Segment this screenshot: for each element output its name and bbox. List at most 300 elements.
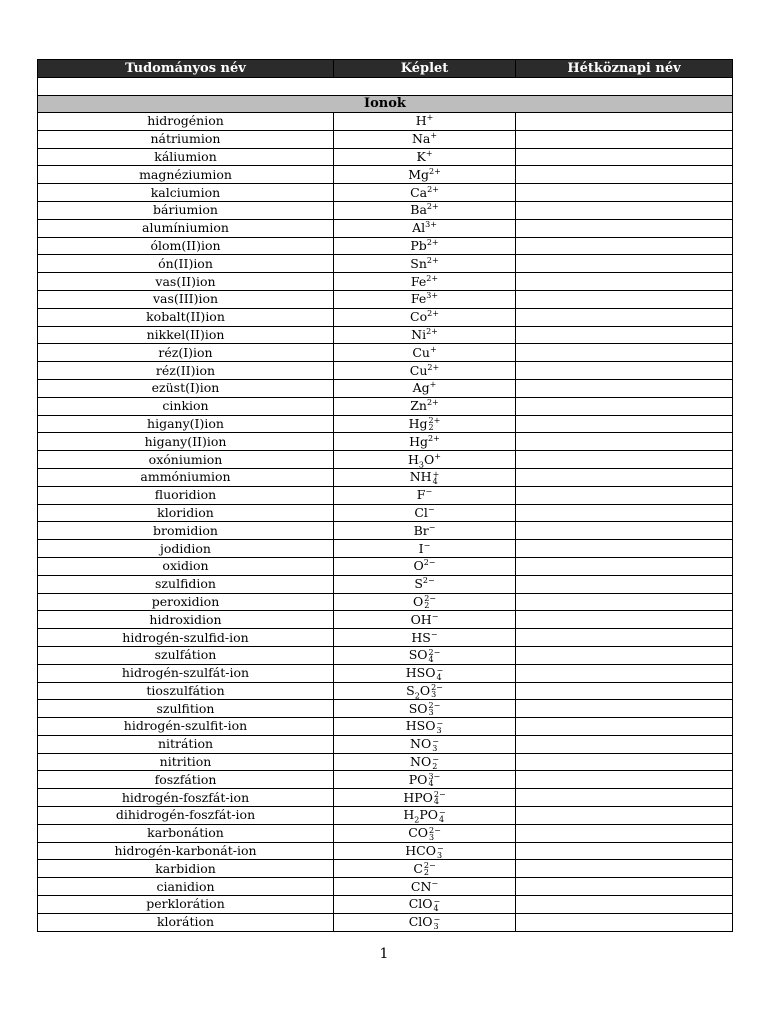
formula-symbol: HCO [405,843,436,859]
common-name-cell [516,201,733,219]
ion-name-cell: nátriumion [38,130,334,148]
formula-symbol: O [413,558,424,574]
formula-charge: + [432,469,440,479]
formula-symbol: S [414,576,423,592]
ion-name-cell: vas(III)ion [38,290,334,308]
formula-charge: + [430,131,438,141]
ion-formula-cell [334,611,516,629]
common-name-cell [516,718,733,736]
formula-charge-subscript-stack [429,702,441,716]
ion-name-cell: ammóniumion [38,468,334,486]
formula-symbol: HSO [405,665,436,681]
formula-symbol: Sn [410,255,427,271]
formula-subscript: 4 [428,779,434,789]
ion-name-cell: peroxidion [38,593,334,611]
ion-name-cell: ólom(II)ion [38,237,334,255]
ion-formula-cell [334,451,516,469]
formula-symbol: SO [408,647,428,663]
common-name-cell [516,842,733,860]
table-row [38,397,733,415]
common-name-cell [516,486,733,504]
formula-charge-subscript-stack [434,791,446,805]
header-common-name: Hétköznapi név [516,60,733,78]
section-row [38,96,733,113]
formula-charge-subscript-stack [434,916,441,930]
formula-subscript: 3 [429,832,435,842]
formula-charge: 2− [433,790,446,800]
formula-charge: 2+ [427,184,439,194]
formula-symbol: Fe [410,291,427,307]
formula-charge: 2− [424,594,437,604]
formula-subscript: 3 [428,708,434,718]
ion-formula-cell [334,273,516,291]
ion-name-cell: dihidrogén-foszfát-ion [38,807,334,825]
table-row [38,753,733,771]
ion-formula-cell [334,148,516,166]
formula-symbol: PO [419,807,438,823]
table-row [38,273,733,291]
ion-name-cell: karbidion [38,860,334,878]
formula-charge: − [427,504,435,514]
formula-symbol: Fe [410,273,427,289]
ion-formula-cell [334,130,516,148]
ion-name-cell: hidrogénion [38,113,334,131]
formula-subscript: 4 [428,654,434,664]
formula-symbol: Pb [410,237,427,253]
ion-name-cell: hidrogén-szulfit-ion [38,718,334,736]
common-name-cell [516,504,733,522]
formula-subscript: 3 [437,850,443,860]
formula-symbol: Hg [408,415,428,431]
header-formula: Képlet [334,60,516,78]
ion-formula-cell [334,682,516,700]
ion-name-cell: alumíniumion [38,219,334,237]
ion-formula-cell [334,753,516,771]
ion-formula-cell [334,486,516,504]
common-name-cell [516,308,733,326]
table-row [38,504,733,522]
table-row [38,148,733,166]
formula-symbol: CN [410,878,432,894]
ion-formula-cell [334,219,516,237]
formula-symbol: SO [408,700,428,716]
formula-charge: − [431,878,439,888]
common-name-cell [516,290,733,308]
formula-charge-subscript-stack [431,684,443,698]
common-name-cell [516,771,733,789]
common-name-cell [516,255,733,273]
formula-subscript: 2 [432,761,438,771]
table-row [38,735,733,753]
ion-name-cell: nitrition [38,753,334,771]
ion-name-cell: higany(I)ion [38,415,334,433]
common-name-cell [516,593,733,611]
formula-symbol: NO [410,754,432,770]
ion-name-cell: hidrogén-foszfát-ion [38,789,334,807]
formula-charge: 2− [428,647,441,657]
ion-formula-cell [334,629,516,647]
ion-name-cell: oxóniumion [38,451,334,469]
formula-subscript: 2 [428,423,434,433]
formula-symbol: H [415,113,427,129]
formula-charge-subscript-stack [433,471,440,485]
formula-symbol: I [418,540,424,556]
formula-charge: − [433,914,441,924]
common-name-cell [516,575,733,593]
formula-charge: + [434,451,441,461]
table-row [38,878,733,896]
ion-name-cell: káliumion [38,148,334,166]
formula-charge: + [425,148,433,158]
ion-name-cell: nikkel(II)ion [38,326,334,344]
common-name-cell [516,878,733,896]
formula-charge: − [433,896,441,906]
formula-symbol: Cu [409,362,428,378]
ion-name-cell: magnéziumion [38,166,334,184]
common-name-cell [516,807,733,825]
common-name-cell [516,379,733,397]
common-name-cell [516,700,733,718]
ion-name-cell: szulfátion [38,646,334,664]
ion-name-cell: karbonátion [38,824,334,842]
formula-charge-subscript-stack [437,845,444,859]
ion-formula-cell [334,255,516,273]
ion-formula-cell [334,664,516,682]
ion-formula-cell [334,166,516,184]
page-number: 1 [379,946,389,962]
ion-formula-cell [334,557,516,575]
ion-formula-cell [334,878,516,896]
formula-charge: 2+ [428,433,440,443]
formula-symbol: O [412,593,424,609]
formula-charge-subscript-stack [437,667,444,681]
ion-formula-cell [334,807,516,825]
common-name-cell [516,184,733,202]
formula-charge-subscript-stack [429,827,441,841]
ion-formula-cell [334,504,516,522]
ion-name-cell: hidrogén-szulfát-ion [38,664,334,682]
ion-formula-cell [334,113,516,131]
table-row [38,842,733,860]
formula-symbol: HS [411,629,431,645]
ion-formula-cell [334,718,516,736]
formula-subscript: 2 [414,691,420,700]
table-row [38,557,733,575]
formula-charge: − [423,540,431,550]
ion-name-cell: oxidion [38,557,334,575]
ion-name-cell: szulfition [38,700,334,718]
ion-formula-cell [334,913,516,931]
formula-symbol: Cu [412,344,430,360]
formula-symbol: H [403,807,415,823]
table-row [38,575,733,593]
formula-symbol: OH [410,611,432,627]
formula-subscript: 4 [436,672,442,682]
formula-symbol: Ni [411,326,427,342]
table-row [38,771,733,789]
formula-subscript: 3 [432,743,438,753]
common-name-cell [516,237,733,255]
table-row [38,522,733,540]
table-row [38,646,733,664]
common-name-cell [516,540,733,558]
common-name-cell [516,344,733,362]
formula-symbol: HPO [403,789,433,805]
formula-charge-subscript-stack [424,595,436,609]
formula-charge: 3− [428,772,441,782]
formula-charge: 2+ [426,326,438,336]
ion-name-cell: kalciumion [38,184,334,202]
formula-charge: − [432,736,439,746]
formula-symbol: Ca [410,184,428,200]
ion-formula-cell [334,201,516,219]
table-row [38,166,733,184]
ion-formula-cell [334,896,516,914]
formula-subscript: 2 [414,815,420,825]
formula-charge: − [430,629,438,639]
formula-charge: − [432,754,439,764]
ion-name-cell: nitrátion [38,735,334,753]
ion-formula-cell [334,415,516,433]
common-name-cell [516,629,733,647]
formula-symbol: F [416,487,426,503]
formula-charge: 2+ [428,416,441,426]
ion-formula-cell [334,575,516,593]
formula-charge: 2− [431,683,443,693]
ion-formula-cell [334,468,516,486]
ion-formula-cell [334,842,516,860]
formula-subscript: 2 [424,601,430,611]
table-row [38,362,733,380]
formula-charge-subscript-stack [428,773,440,787]
table-row [38,415,733,433]
ion-name-cell: cinkion [38,397,334,415]
common-name-cell [516,896,733,914]
ion-name-cell: kobalt(II)ion [38,308,334,326]
common-name-cell [516,362,733,380]
ion-name-cell: ezüst(I)ion [38,379,334,397]
ion-formula-cell [334,646,516,664]
formula-charge: 2− [423,558,436,568]
formula-subscript: 4 [433,797,439,807]
common-name-cell [516,611,733,629]
formula-charge-subscript-stack [434,898,441,912]
common-name-cell [516,753,733,771]
formula-charge: + [426,113,434,123]
formula-charge-subscript-stack [437,720,444,734]
formula-charge-subscript-stack [429,417,441,431]
ion-name-cell: hidrogén-szulfid-ion [38,629,334,647]
table-row [38,237,733,255]
table-row [38,113,733,131]
table-row [38,611,733,629]
table-row [38,824,733,842]
table-row [38,896,733,914]
table-row [38,219,733,237]
common-name-cell [516,664,733,682]
ion-name-cell: hidrogén-karbonát-ion [38,842,334,860]
formula-symbol: Ba [410,202,427,218]
formula-symbol: K [416,148,426,164]
ion-formula-cell [334,362,516,380]
table-row [38,664,733,682]
ion-name-cell: réz(II)ion [38,362,334,380]
common-name-cell [516,789,733,807]
formula-charge: 2− [428,701,441,711]
formula-charge: 2+ [429,166,441,176]
formula-charge-subscript-stack [432,756,439,770]
formula-subscript: 3 [433,921,439,931]
formula-subscript: 4 [438,814,445,824]
table-row [38,184,733,202]
formula-symbol: Co [410,309,428,325]
formula-symbol: Hg [409,433,429,449]
section-title: Ionok [38,96,733,113]
formula-symbol: NH [409,469,432,485]
table-row [38,789,733,807]
ion-name-cell: kloridion [38,504,334,522]
formula-symbol: S [406,682,415,698]
ion-name-cell: réz(I)ion [38,344,334,362]
formula-charge: 3+ [425,220,437,230]
table-row [38,451,733,469]
formula-symbol: ClO [408,914,433,930]
ion-formula-cell [334,860,516,878]
table-row [38,682,733,700]
formula-charge: 2+ [426,202,439,212]
table-row [38,290,733,308]
common-name-cell [516,219,733,237]
formula-symbol: Mg [408,166,429,182]
formula-charge: 2− [429,825,441,835]
ion-formula-cell [334,771,516,789]
table-row [38,379,733,397]
table-row [38,308,733,326]
common-name-cell [516,130,733,148]
common-name-cell [516,148,733,166]
ion-name-cell: bromidion [38,522,334,540]
common-name-cell [516,557,733,575]
common-name-cell [516,166,733,184]
header-scientific-name: Tudományos név [38,60,334,78]
ion-formula-cell [334,700,516,718]
formula-charge: 2− [423,861,436,871]
common-name-cell [516,113,733,131]
table-row [38,433,733,451]
formula-symbol: HSO [405,718,436,734]
table-header-row [38,60,733,78]
formula-charge: 2+ [426,255,439,265]
formula-subscript: 3 [418,460,425,469]
spacer-row [38,78,733,96]
formula-charge: − [438,807,446,817]
formula-charge-subscript-stack [424,862,436,876]
ion-name-cell: jodidion [38,540,334,558]
formula-charge: − [437,843,444,853]
formula-charge: − [428,522,436,532]
formula-charge: 2+ [426,237,439,247]
common-name-cell [516,451,733,469]
common-name-cell [516,326,733,344]
ion-name-cell: fluoridion [38,486,334,504]
common-name-cell [516,646,733,664]
formula-charge-subscript-stack [432,738,439,752]
table-row [38,593,733,611]
formula-symbol: Zn [410,398,427,414]
ion-formula-cell [334,184,516,202]
formula-symbol: O [419,682,431,698]
table-row [38,629,733,647]
formula-charge: 2− [422,575,435,585]
ion-name-cell: hidroxidion [38,611,334,629]
formula-symbol: Br [413,522,429,538]
ion-rows [38,113,733,932]
table-row [38,326,733,344]
formula-charge-subscript-stack [439,809,446,823]
formula-subscript: 4 [433,903,439,913]
ion-formula-cell [334,824,516,842]
ion-name-cell: báriumion [38,201,334,219]
table-row [38,913,733,931]
formula-symbol: NO [410,736,432,752]
formula-charge-subscript-stack [429,649,441,663]
formula-symbol: Cl [414,504,428,520]
table-row [38,486,733,504]
ion-formula-cell [334,789,516,807]
formula-subscript: 4 [432,476,438,486]
ion-formula-cell [334,540,516,558]
formula-symbol: C [413,860,423,876]
ion-formula-cell [334,735,516,753]
table-row [38,130,733,148]
common-name-cell [516,273,733,291]
table-row [38,344,733,362]
formula-symbol: CO [408,825,428,841]
ion-name-cell: szulfidion [38,575,334,593]
ion-name-cell: foszfátion [38,771,334,789]
formula-symbol: Na [411,131,431,147]
ion-formula-cell [334,344,516,362]
ion-name-cell: tioszulfátion [38,682,334,700]
table-row [38,860,733,878]
formula-symbol: PO [408,771,428,787]
formula-charge: 2+ [427,309,439,318]
formula-charge: − [436,718,444,728]
formula-charge: 2+ [426,273,439,283]
common-name-cell [516,682,733,700]
formula-charge: + [429,380,437,390]
table-row [38,700,733,718]
common-name-cell [516,735,733,753]
ion-formula-cell [334,397,516,415]
formula-symbol: Ag [412,380,430,396]
formula-charge: − [436,665,444,675]
common-name-cell [516,468,733,486]
ion-formula-cell [334,379,516,397]
ion-formula-cell [334,593,516,611]
formula-symbol: O [424,451,435,467]
table-row [38,201,733,219]
formula-charge: 2+ [427,362,440,372]
formula-charge: 3+ [426,291,439,301]
common-name-cell [516,913,733,931]
common-name-cell [516,433,733,451]
ion-name-cell: perklorátion [38,896,334,914]
formula-subscript: 3 [436,725,442,735]
common-name-cell [516,397,733,415]
formula-charge: 2+ [426,397,439,407]
formula-subscript: 3 [431,690,437,700]
